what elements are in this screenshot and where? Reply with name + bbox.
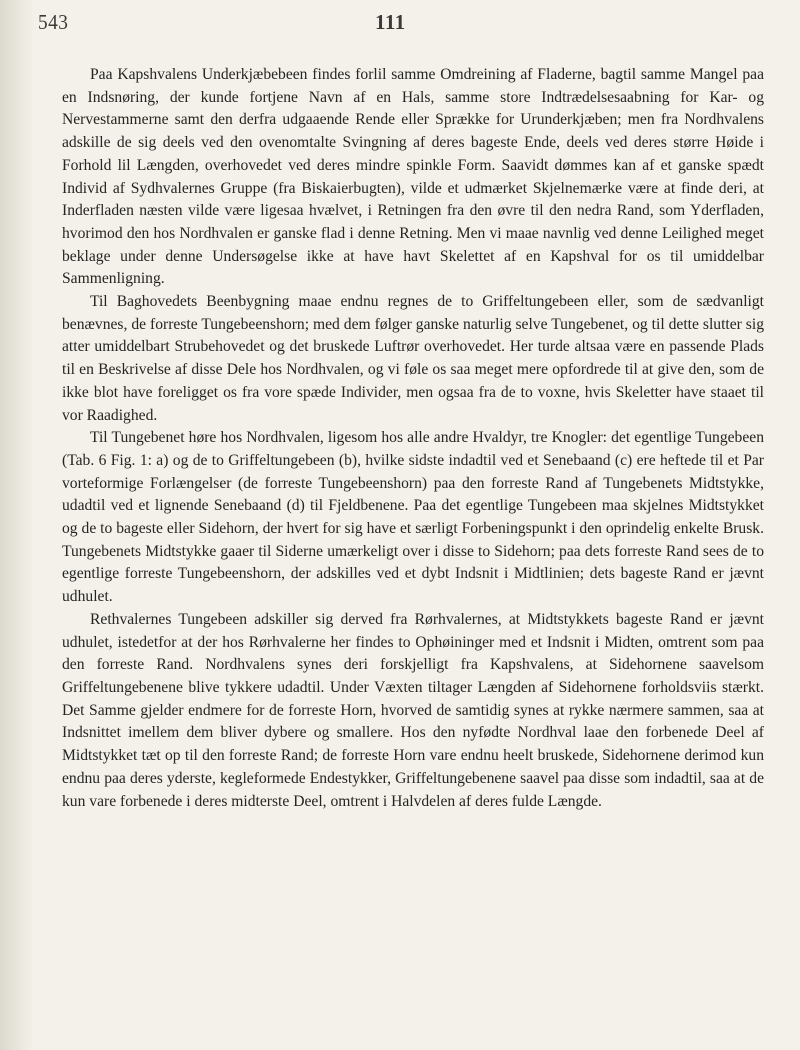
paragraph-hyoid-bones: Til Tungebenet høre hos Nordhvalen, ligesom hos alle andre Hvaldyr, tre Knogler: det egentlige Tungebeen (Tab. 6 Fig. 1: a) og de to Griffeltungebeen (b), hvilke sidste indadtil ved et Senebaand (c) ere heftede til et Par vorteformige Forlængelser (de forreste Tungebeenshorn) paa den forreste Rand af Tungebenets Midtstykke, udadtil ved et lignende Senebaand (d) til Fjeldbenene. Paa det egentlige Tungebeen maa skjelnes Midtstykket og de to bageste eller Sidehorn, der hvert for sig have et særligt Forbeningspunkt i den oprindelig enkelte Brusk. Tungebenets Midtstykke gaaer til Siderne umærkeligt over i disse to Sidehorn; paa dets forreste Rand sees de to egentlige forreste Tungebeenshorn, der adskilles ved et dybt Indsnit i Midtlinien; dets bageste Rand er jævnt udhulet. [62, 429, 764, 606]
paragraph-lower-jaw: Paa Kapshvalens Underkjæbebeen findes forlil samme Omdreining af Fladerne, bagtil samme Mangel paa en Indsnøring, der kunde fortjene Navn af en Hals, samme store Indtrædelsesaabning for Kar- og Nervestammerne samt den derfra udgaaende Rende eller Sprække for Urunderkjæben; men fra Nordhvalens adskille de sig deels ved den ovenomtalte Svingning af deres bageste Ende, deels ved deres større Høide i Forhold lil Længden, overhovedet ved deres mindre spinkle Form. Saavidt dømmes kan af et ganske spædt Individ af Sydhvalernes Gruppe (fra Biskaierbugten), vilde et udmærket Skjelnemærke være at finde deri, at Inderfladen næsten vilde være ligesaa hvælvet, i Retningen fra den øvre til den nedra Rand, som Yderfladen, hvorimod den hos Nordhvalen er ganske flad i denne Retning. Men vi maae navnlig ved denne Leilighed meget beklage under denne Undersøgelse ikke at have havt Skelettet af en Kapshval for os til umiddelbar Sammenligning. [62, 66, 764, 288]
body-text [62, 64, 764, 813]
paragraph-right-whales: Rethvalernes Tungebeen adskiller sig derved fra Rørhvalernes, at Midtstykkets bageste Rand er jævnt udhulet, istedetfor at der hos Rørhvalerne her findes to Ophøininger med et Indsnit i Midten, omtrent som paa den forreste Rand. Nordhvalens synes deri forskjelligt fra Kapshvalens, at Sidehornene saavelsom Griffeltungebenene blive tykkere udadtil. Under Væxten tiltager Længden af Sidehornene forholdsviis stærkt. Det Samme gjelder endmere for de forreste Horn, hvorved de samtidig synes at rykke nærmere sammen, saa at Indsnittet imellem dem bliver dybere og smallere. Hos den nyfødte Nordhval laae den forbenede Deel af Midtstykket tæt op til den forreste Rand; de forreste Horn vare endnu heelt bruskede, Sidehornene derimod kun endnu paa deres yderste, kegleformede Endestykker, Griffeltungebenene saavel paa disse som indadtil, saa at de kun vare forbenede i deres midterste Deel, omtrent i Halvdelen af deres fulde Længde. [62, 610, 764, 810]
page-number: 111 [375, 10, 406, 34]
paragraph-hyoid-intro: Til Baghovedets Beenbygning maae endnu regnes de to Griffeltungebeen eller, som de sædvanligt benævnes, de forreste Tungebeenshorn; med dem følger ganske naturlig selve Tungebenet, og til dette slutter sig atter umiddelbart Strubehovedet og det bruskede Luftrør overhovedet. Her turde altsaa være en passende Plads til en Beskrivelse af disse Dele hos Nordhvalen, og vi føle os saa meget mere opfordrede til at give den, som de ikke blot have foreligget os fra vore spæde Individer, men ogsaa fra de to voxne, hvis Skeletter have staaet til vor Raadighed. [62, 293, 764, 424]
page-number-original: 543 [38, 10, 69, 34]
